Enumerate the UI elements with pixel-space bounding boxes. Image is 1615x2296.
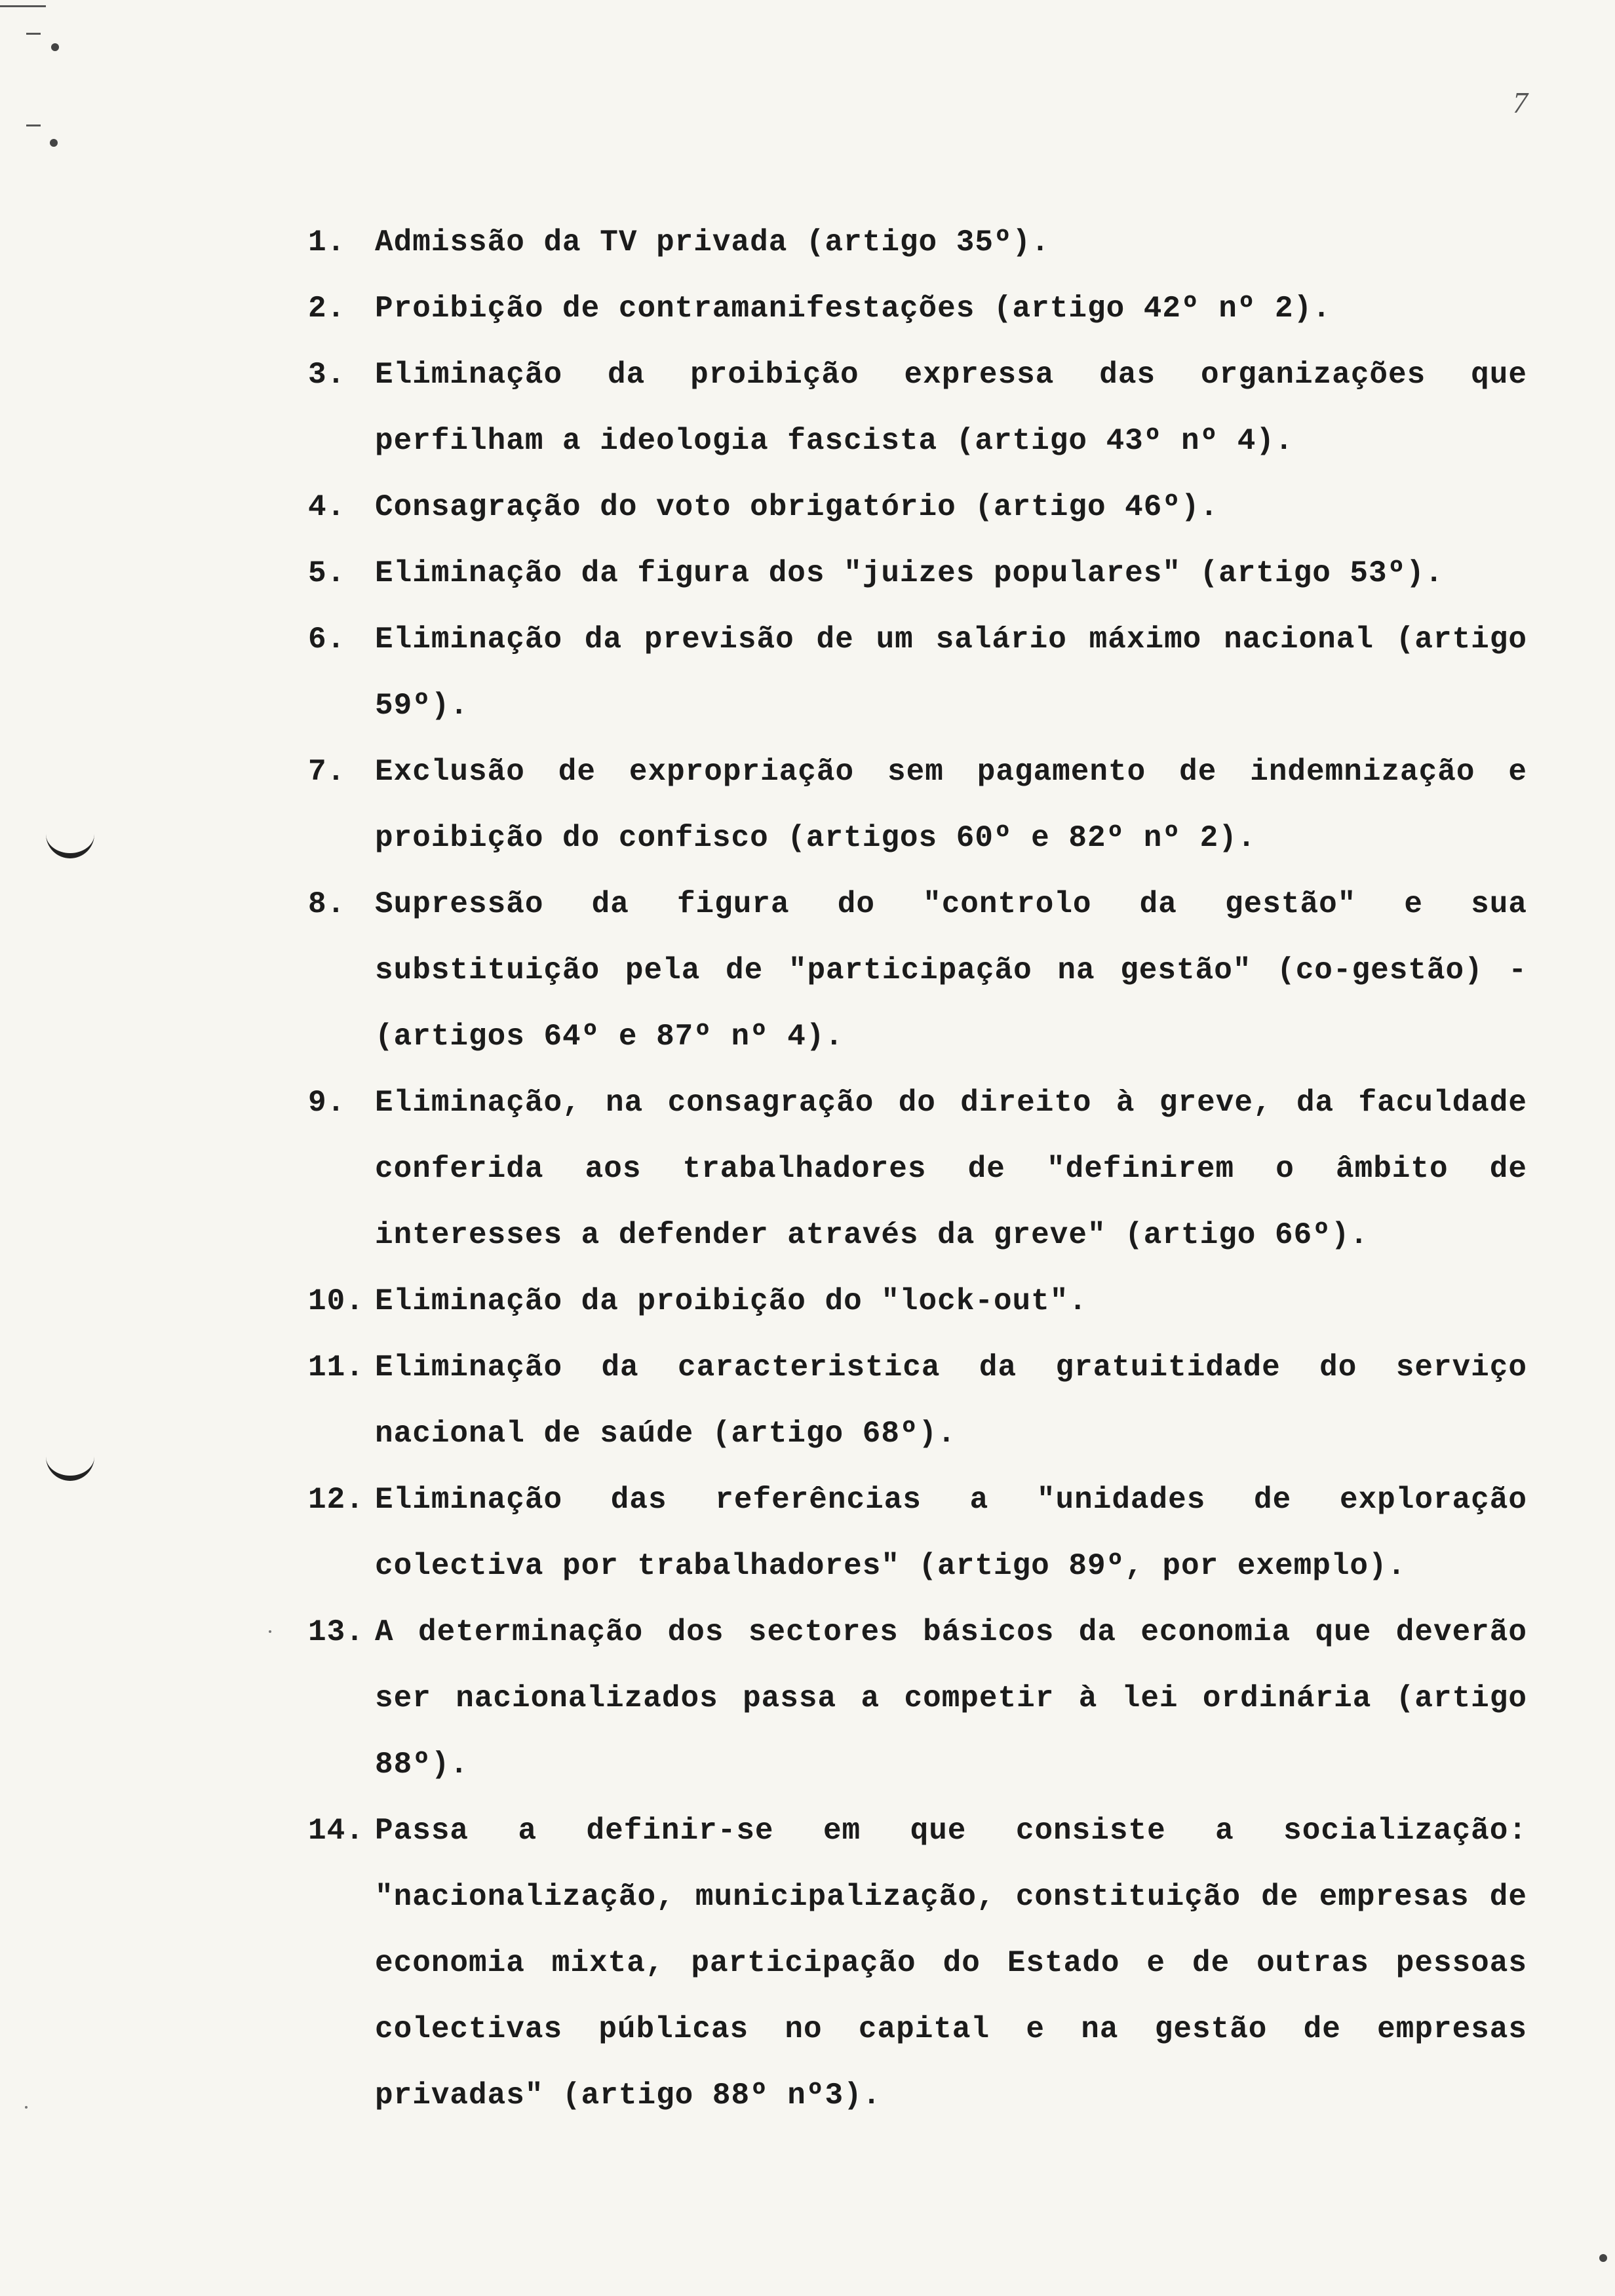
item-number: 8. bbox=[308, 887, 346, 921]
item-number: 6. bbox=[308, 622, 346, 657]
item-number: 2. bbox=[308, 292, 346, 326]
list-item bbox=[308, 541, 1527, 607]
item-text: Passa a definir-se em que consiste a socialização: "nacionalização, municipalização, constituição de empresas de economia mixta, participação do Estado e de outras pessoas colectivas públicas no capital e na gestão de empresas privadas" (artigo 88º nº3). bbox=[375, 1814, 1527, 2113]
item-number: 5. bbox=[308, 556, 346, 590]
item-text: Supressão da figura do "controlo da gestão" e sua substituição pela de "participação na gestão" (co-gestão) - (artigos 64º e 87º nº 4). bbox=[375, 887, 1527, 1054]
amendment-list bbox=[308, 210, 1527, 2129]
list-item bbox=[308, 276, 1527, 342]
scan-edge-mark bbox=[26, 33, 41, 35]
list-item bbox=[308, 739, 1527, 871]
list-item bbox=[308, 342, 1527, 474]
item-number: 3. bbox=[308, 358, 346, 392]
scan-dot bbox=[50, 139, 58, 147]
list-item bbox=[308, 1335, 1527, 1467]
item-text: Eliminação das referências a "unidades de exploração colectiva por trabalhadores" (artigo 89º, por exemplo). bbox=[375, 1483, 1527, 1583]
item-text: Eliminação da proibição expressa das organizações que perfilham a ideologia fascista (artigo 43º nº 4). bbox=[375, 358, 1527, 458]
item-text: Eliminação da caracteristica da gratuitidade do serviço nacional de saúde (artigo 68º). bbox=[375, 1350, 1527, 1451]
item-number: 7. bbox=[308, 755, 346, 789]
list-item bbox=[308, 1269, 1527, 1335]
item-number: 13. bbox=[308, 1615, 364, 1649]
list-item bbox=[308, 1467, 1527, 1599]
list-item bbox=[308, 871, 1527, 1070]
margin-dot bbox=[269, 1630, 271, 1633]
punch-hole-mark bbox=[46, 1432, 94, 1481]
margin-dot bbox=[25, 2106, 28, 2109]
item-number: 4. bbox=[308, 490, 346, 524]
item-text: Proibição de contramanifestações (artigo 42º nº 2). bbox=[375, 292, 1331, 326]
scan-dot bbox=[51, 43, 59, 51]
punch-hole-mark bbox=[46, 810, 94, 858]
item-number: 11. bbox=[308, 1350, 364, 1385]
scan-edge-mark bbox=[0, 5, 46, 7]
item-text: Eliminação da figura dos "juizes populares" (artigo 53º). bbox=[375, 556, 1444, 590]
item-number: 9. bbox=[308, 1086, 346, 1120]
item-text: A determinação dos sectores básicos da economia que deverão ser nacionalizados passa a competir à lei ordinária (artigo 88º). bbox=[375, 1615, 1527, 1782]
item-number: 1. bbox=[308, 225, 346, 259]
list-item bbox=[308, 607, 1527, 739]
item-text: Admissão da TV privada (artigo 35º). bbox=[375, 225, 1050, 259]
item-text: Eliminação da proibição do "lock-out". bbox=[375, 1284, 1087, 1318]
list-item bbox=[308, 210, 1527, 276]
list-item bbox=[308, 474, 1527, 541]
item-text: Eliminação, na consagração do direito à greve, da faculdade conferida aos trabalhadores de "definirem o âmbito de interesses a defender através da greve" (artigo 66º). bbox=[375, 1086, 1527, 1252]
scan-edge-mark bbox=[26, 124, 41, 126]
item-text: Eliminação da previsão de um salário máximo nacional (artigo 59º). bbox=[375, 622, 1527, 723]
item-number: 10. bbox=[308, 1284, 364, 1318]
list-item bbox=[308, 1599, 1527, 1798]
list-item bbox=[308, 1798, 1527, 2129]
page-number: 7 bbox=[1513, 86, 1528, 119]
item-number: 14. bbox=[308, 1814, 364, 1848]
list-item bbox=[308, 1070, 1527, 1269]
item-text: Consagração do voto obrigatório (artigo 46º). bbox=[375, 490, 1219, 524]
item-number: 12. bbox=[308, 1483, 364, 1517]
scan-dot bbox=[1599, 2254, 1607, 2262]
item-text: Exclusão de expropriação sem pagamento de indemnização e proibição do confisco (artigos 60º e 82º nº 2). bbox=[375, 755, 1527, 855]
